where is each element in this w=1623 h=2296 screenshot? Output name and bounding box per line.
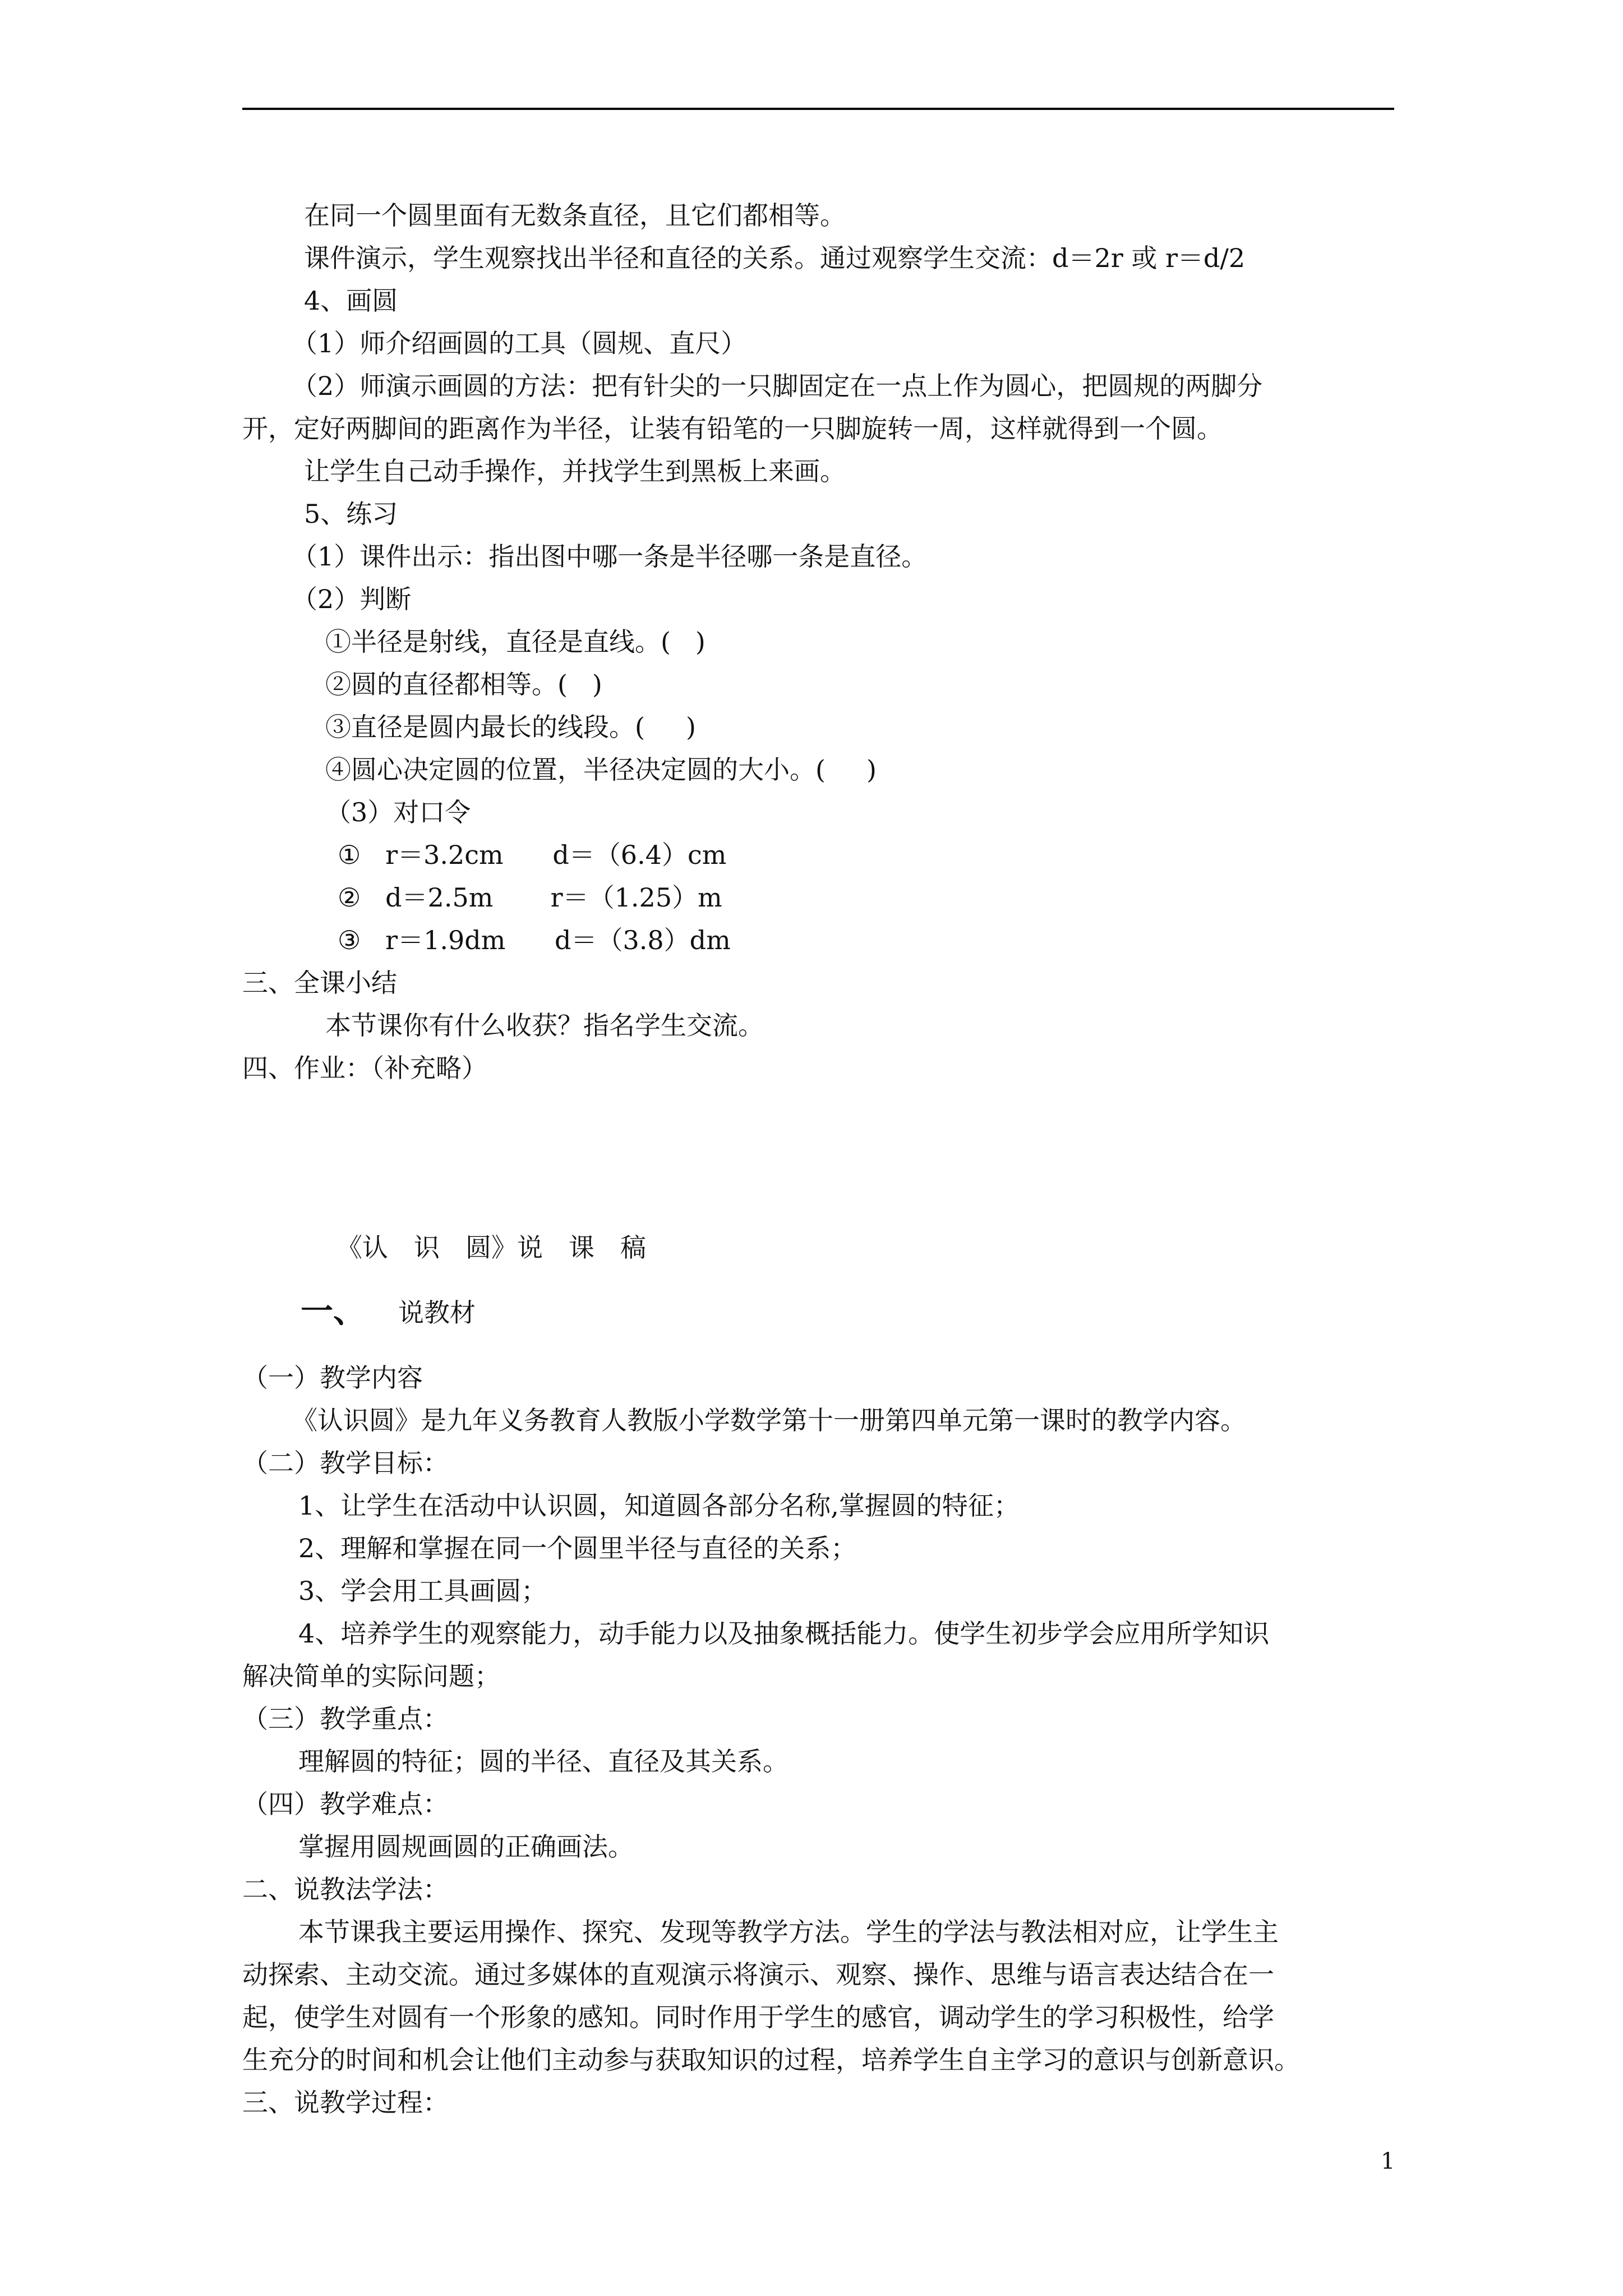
text-line: 在同一个圆里面有无数条直径，且它们都相等。 [304,200,846,231]
text-line: 课件演示，学生观察找出半径和直径的关系。通过观察学生交流：d＝2r 或 r＝d/2 [304,243,1246,273]
subsection-heading: （二）教学目标： [242,1448,449,1478]
subsection-heading: （一）教学内容 [242,1363,423,1393]
judge-item: ④圆心决定圆的位置，半径决定圆的大小。( ) [325,754,877,785]
section-heading: 三、全课小结 [242,968,397,998]
judge-item: ①半径是射线，直径是直线。( ) [325,627,706,657]
section-heading: 二、说教法学法： [242,1874,449,1904]
document-title: 《认 识 圆》说 课 稿 [336,1232,646,1263]
oral-drill-item: ② d＝2.5m r＝（1.25）m [338,882,722,913]
text-line: 让学生自己动手操作，并找学生到黑板上来画。 [304,456,846,486]
judge-item: ③直径是圆内最长的线段。( ) [325,712,697,742]
objective-item: 1、让学生在活动中认识圆，知道圆各部分名称,掌握圆的特征； [298,1490,1020,1521]
text-line: 解决简单的实际问题； [242,1661,500,1691]
heading-text: 说教材 [398,1297,476,1328]
text-line: （2）师演示画圆的方法：把有针尖的一只脚固定在一点上作为圆心，把圆规的两脚分 [292,371,1263,401]
page-number: 1 [1381,2148,1395,2174]
heading-number: 一、 [301,1292,366,1330]
text-line: 本节课我主要运用操作、探究、发现等教学方法。学生的学法与教法相对应，让学生主 [298,1917,1279,1947]
text-line: （3）对口令 [325,797,471,827]
section-heading: 四、作业：（补充略） [242,1053,487,1083]
text-line: （2）判断 [292,584,412,614]
text-line: （1）课件出示：指出图中哪一条是半径哪一条是直径。 [292,541,928,572]
oral-drill-item: ③ r＝1.9dm d＝（3.8）dm [338,925,731,955]
text-line: 5、练习 [304,499,398,529]
text-line: （1）师介绍画圆的工具（圆规、直尺） [292,328,747,358]
text-line: 本节课你有什么收获？指名学生交流。 [325,1010,764,1041]
header-rule [242,108,1394,110]
text-line: 开，定好两脚间的距离作为半径，让装有铅笔的一只脚旋转一周，这样就得到一个圆。 [242,413,1223,444]
judge-item: ②圆的直径都相等。( ) [325,669,602,700]
text-line: 动探索、主动交流。通过多媒体的直观演示将演示、观察、操作、思维与语言表达结合在一 [242,1959,1274,1990]
text-line: 起，使学生对圆有一个形象的感知。同时作用于学生的感官，调动学生的学习积极性，给学 [242,2002,1274,2032]
text-line: 掌握用圆规画圆的正确画法。 [298,1832,634,1862]
text-line: 生充分的时间和机会让他们主动参与获取知识的过程，培养学生自主学习的意识与创新意识。 [242,2045,1300,2075]
subsection-heading: （四）教学难点： [242,1789,449,1819]
objective-item: 3、学会用工具画圆； [298,1576,547,1606]
text-line: 4、画圆 [304,286,398,316]
objective-item: 2、理解和掌握在同一个圆里半径与直径的关系； [298,1533,857,1563]
subsection-heading: （三）教学重点： [242,1704,449,1734]
section-heading: 三、说教学过程： [242,2087,449,2118]
objective-item: 4、培养学生的观察能力，动手能力以及抽象概括能力。使学生初步学会应用所学知识 [298,1618,1270,1649]
oral-drill-item: ① r＝3.2cm d＝（6.4）cm [338,840,727,870]
text-line: 理解圆的特征；圆的半径、直径及其关系。 [298,1746,789,1777]
text-line: 《认识圆》是九年义务教育人教版小学数学第十一册第四单元第一课时的教学内容。 [292,1405,1246,1435]
